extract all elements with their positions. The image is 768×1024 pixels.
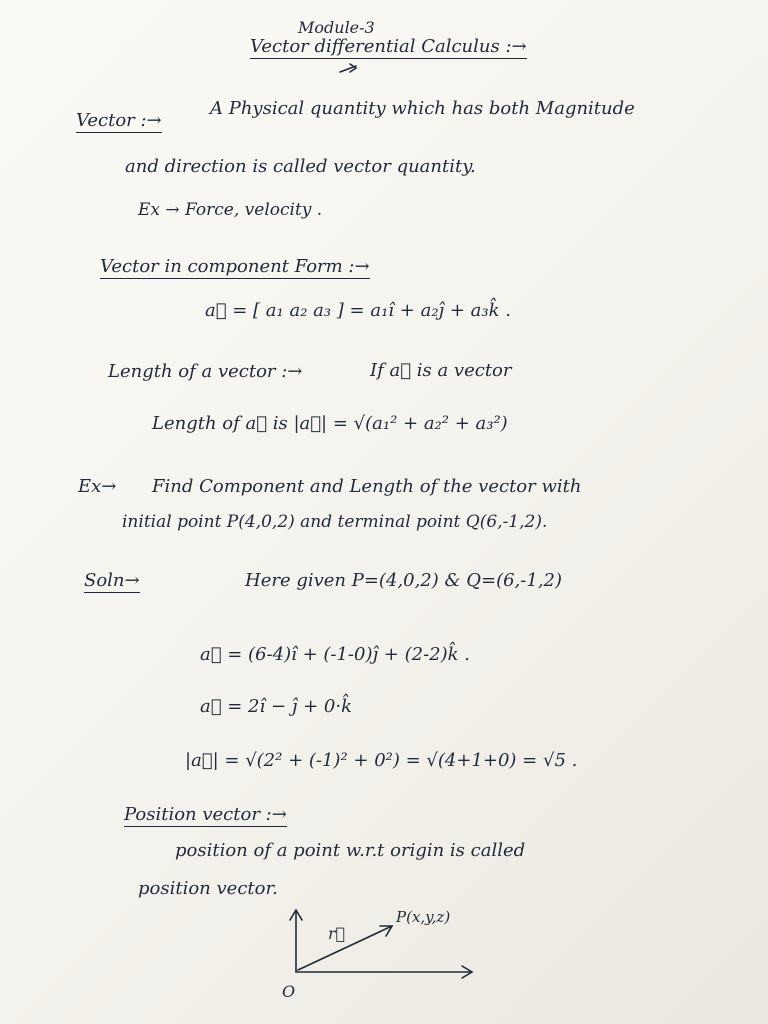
example-line2: initial point P(4,0,2) and terminal point Q(6,-1,2). — [122, 512, 548, 532]
solution-step3: |a⃗| = √(2² + (-1)² + 0²) = √(4+1+0) = √5 . — [185, 750, 578, 771]
point-label: P(x,y,z) — [396, 908, 451, 926]
page-heading: Vector differential Calculus :→ — [250, 36, 527, 57]
heading-underline-arrow — [340, 64, 356, 72]
module-label: Module-3 — [298, 18, 375, 37]
vector-definition-line2: and direction is called vector quantity. — [125, 156, 476, 177]
vector-definition-line1: A Physical quantity which has both Magnitude — [210, 98, 635, 119]
position-vector-label: Position vector :→ — [124, 804, 287, 825]
length-condition: If a⃗ is a vector — [370, 360, 512, 381]
length-equation: Length of a⃗ is |a⃗| = √(a₁² + a₂² + a₃²) — [152, 413, 508, 434]
solution-step2: a⃗ = 2î − ĵ + 0·k̂ — [200, 696, 352, 717]
origin-label: O — [282, 982, 296, 1001]
example-line1: Find Component and Length of the vector with — [152, 476, 582, 497]
position-vector-symbol: r⃗ — [328, 924, 346, 943]
component-form-label: Vector in component Form :→ — [100, 256, 370, 277]
component-form-equation: a⃗ = [ a₁ a₂ a₃ ] = a₁î + a₂ĵ + a₃k̂ . — [205, 300, 511, 321]
example-label: Ex→ — [78, 476, 117, 497]
position-definition-line2: position vector. — [138, 878, 278, 899]
vector-label: Vector :→ — [76, 110, 162, 131]
solution-step1: a⃗ = (6-4)î + (-1-0)ĵ + (2-2)k̂ . — [200, 644, 470, 665]
vector-example: Ex → Force, velocity . — [138, 200, 323, 220]
solution-label: Soln→ — [84, 570, 140, 591]
position-definition-line1: position of a point w.r.t origin is called — [175, 840, 526, 861]
length-label: Length of a vector :→ — [108, 361, 303, 382]
solution-given: Here given P=(4,0,2) & Q=(6,-1,2) — [245, 570, 563, 591]
